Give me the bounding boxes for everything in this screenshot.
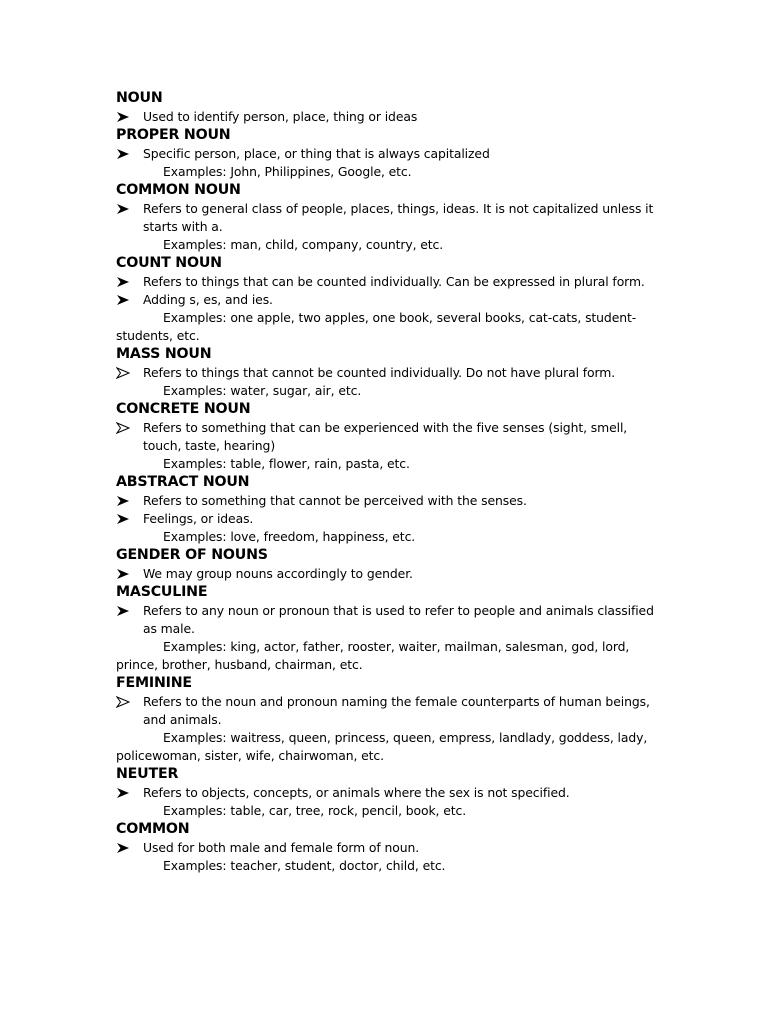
bullet-item xyxy=(116,602,656,638)
examples-line: Examples: king, actor, father, rooster, waiter, mailman, salesman, god, lord, prince, brother, husband, chairman, etc. xyxy=(116,639,630,672)
section-heading: NEUTER xyxy=(116,766,179,782)
bullet-text: Refers to general class of people, places, things, ideas. It is not capitalized unless it starts with a. xyxy=(143,201,654,234)
noun-section xyxy=(116,546,656,583)
arrowhead-bullet-icon xyxy=(116,513,130,525)
examples-line: Examples: love, freedom, happiness, etc. xyxy=(163,529,416,544)
noun-section xyxy=(116,473,656,546)
bullet-text: Used for both male and female form of noun. xyxy=(143,840,420,855)
bullet-item xyxy=(116,510,656,528)
bullet-item xyxy=(116,273,656,291)
noun-section xyxy=(116,89,656,126)
arrowhead-bullet-icon xyxy=(116,111,130,123)
bullet-item xyxy=(116,108,656,126)
examples-line: Examples: water, sugar, air, etc. xyxy=(163,383,362,398)
examples-line: Examples: teacher, student, doctor, child, etc. xyxy=(163,858,446,873)
arrowhead-bullet-icon xyxy=(116,568,130,580)
bullet-text: Refers to any noun or pronoun that is used to refer to people and animals classified as male. xyxy=(143,603,654,636)
section-heading: COMMON NOUN xyxy=(116,182,241,198)
noun-section xyxy=(116,181,656,254)
section-heading: COMMON xyxy=(116,821,190,837)
bullet-item xyxy=(116,419,656,455)
bullet-text: Refers to things that cannot be counted individually. Do not have plural form. xyxy=(143,365,616,380)
noun-section xyxy=(116,583,656,674)
bullet-text: Refers to things that can be counted individually. Can be expressed in plural form. xyxy=(143,274,645,289)
bullet-item xyxy=(116,565,656,583)
bullet-text: Adding s, es, and ies. xyxy=(143,292,273,307)
examples-line: Examples: table, car, tree, rock, pencil, book, etc. xyxy=(163,803,467,818)
section-heading: GENDER OF NOUNS xyxy=(116,547,268,563)
noun-section xyxy=(116,254,656,345)
section-heading: CONCRETE NOUN xyxy=(116,401,251,417)
section-heading: NOUN xyxy=(116,90,163,106)
arrowhead-bullet-icon xyxy=(116,842,130,854)
noun-section xyxy=(116,126,656,181)
section-heading: MASCULINE xyxy=(116,584,208,600)
arrowhead-bullet-icon xyxy=(116,203,130,215)
bullet-text: We may group nouns accordingly to gender. xyxy=(143,566,413,581)
bullet-item xyxy=(116,693,656,729)
examples-line: Examples: man, child, company, country, etc. xyxy=(163,237,444,252)
bullet-item xyxy=(116,364,656,382)
section-heading: MASS NOUN xyxy=(116,346,212,362)
arrowhead-bullet-icon xyxy=(116,294,130,306)
bullet-text: Refers to something that can be experienced with the five senses (sight, smell, touch, taste, hearing) xyxy=(143,420,628,453)
noun-section xyxy=(116,674,656,765)
bullet-text: Feelings, or ideas. xyxy=(143,511,254,526)
arrowhead-bullet-icon xyxy=(116,605,130,617)
document-content xyxy=(116,89,656,875)
noun-section xyxy=(116,345,656,400)
arrowhead-bullet-icon xyxy=(116,276,130,288)
bullet-text: Specific person, place, or thing that is always capitalized xyxy=(143,146,490,161)
bullet-item xyxy=(116,145,656,163)
bullet-item xyxy=(116,291,656,309)
examples-line: Examples: one apple, two apples, one book, several books, cat-cats, student-students, etc. xyxy=(116,310,637,343)
examples-line: Examples: table, flower, rain, pasta, etc. xyxy=(163,456,410,471)
section-heading: COUNT NOUN xyxy=(116,255,222,271)
section-heading: ABSTRACT NOUN xyxy=(116,474,250,490)
arrowhead-bullet-icon xyxy=(116,148,130,160)
bullet-text: Refers to something that cannot be perceived with the senses. xyxy=(143,493,527,508)
noun-section xyxy=(116,820,656,875)
bullet-item xyxy=(116,200,656,236)
bullet-text: Refers to the noun and pronoun naming the female counterparts of human beings, and animals. xyxy=(143,694,650,727)
bullet-item xyxy=(116,784,656,802)
examples-line: Examples: John, Philippines, Google, etc. xyxy=(163,164,412,179)
bullet-text: Refers to objects, concepts, or animals where the sex is not specified. xyxy=(143,785,570,800)
arrowhead-bullet-icon xyxy=(116,495,130,507)
section-heading: PROPER NOUN xyxy=(116,127,231,143)
examples-line: Examples: waitress, queen, princess, queen, empress, landlady, goddess, lady, policewoman, sister, wife, chairwoman, etc. xyxy=(116,730,648,763)
arrowhead-bullet-icon xyxy=(116,787,130,799)
bullet-text: Used to identify person, place, thing or ideas xyxy=(143,109,418,124)
arrowhead-outline-bullet-icon xyxy=(116,696,130,708)
section-heading: FEMININE xyxy=(116,675,192,691)
arrowhead-outline-bullet-icon xyxy=(116,422,130,434)
noun-section xyxy=(116,765,656,820)
arrowhead-outline-bullet-icon xyxy=(116,367,130,379)
bullet-item xyxy=(116,839,656,857)
bullet-item xyxy=(116,492,656,510)
noun-section xyxy=(116,400,656,473)
